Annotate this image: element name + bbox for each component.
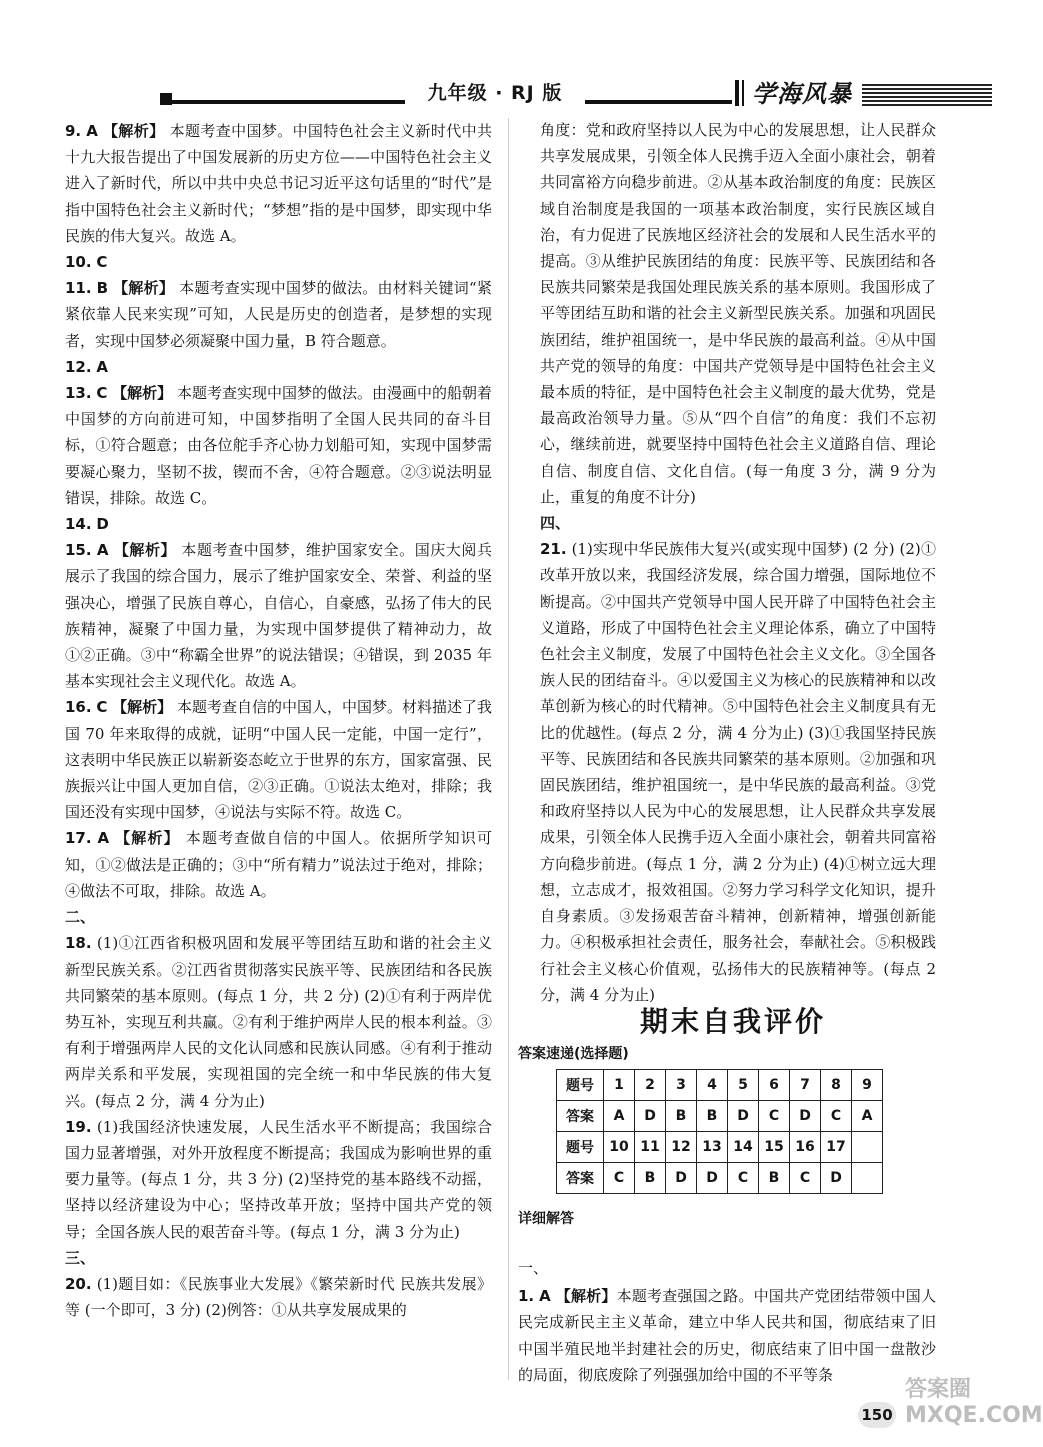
- answer-item: 18. (1)①江西省积极巩固和发展平等团结互助和谐的社会主义新型民族关系。②江西省贯彻落实民族平等、民族团结和各民族共同繁荣的基本原则。(每点 1 分，共 2 分) (2)①有利于两岸优势互补，实现互利共赢。②有利于维护两岸人民的根本利益。③有利于增强两岸人民的文化认同感和民族认同感。④有利于推动两岸关系和平发展，实现祖国的完全统一和中华民族的伟大复兴。(每点 2 分，满 4 分为止): [65, 934, 492, 1110]
- table-cell: 10: [604, 1132, 635, 1163]
- table-cell: 12: [666, 1132, 697, 1163]
- table-cell: B: [759, 1163, 790, 1194]
- answer-item: 21. (1)实现中华民族伟大复兴(或实现中国梦) (2 分) (2)①改革开放以来，我国经济发展，综合国力增强，国际地位不断提高。②中国共产党领导中国人民开辟了中国特色社会主义道路，形成了中国特色社会主义理论体系，确立了中国特色社会主义制度，发展了中国特色社会主义文化。③全国各族人民的团结奋斗。④以爱国主义为核心的民族精神和以改革创新为核心的时代精神。⑤中国特色社会主义制度具有无比的优越性。(每点 2 分，满 4 分为止) (3)①我国坚持民族平等、民族团结和各民族共同繁荣的基本原则。②加强和巩固民族团结，维护祖国统一，是中华民族的最高利益。③党和政府坚持以人民为中心的发展思想，让人民群众共享发展成果，引领全体人民携手迈入全面小康社会，朝着共同富裕方向稳步前进。(每点 1 分，满 2 分为止) (4)①树立远大理想，立志成才，报效祖国。②努力学习科学文化知识，提升自身素质。③发扬艰苦奋斗精神，创新精神，增强创新能力。④积极承担社会责任，服务社会，奉献社会。⑤积极践行社会主义核心价值观，弘扬伟大的民族精神等。(每点 2 分，满 4 分为止): [540, 540, 936, 1004]
- answer-item: 12. A: [65, 357, 108, 376]
- table-cell: 5: [728, 1070, 759, 1101]
- table-cell: 8: [821, 1070, 852, 1101]
- table-cell: 15: [759, 1132, 790, 1163]
- table-cell: 9: [852, 1070, 883, 1101]
- table-cell: B: [697, 1101, 728, 1132]
- table-cell: C: [759, 1101, 790, 1132]
- table-cell: 13: [697, 1132, 728, 1163]
- table-cell: B: [666, 1101, 697, 1132]
- answer-item: 11. B 【解析】 本题考查实现中国梦的做法。由材料关键词“紧紧依靠人民来实现”可知，人民是历史的创造者，是梦想的实现者，实现中国梦必须凝聚中国力量，B 符合题意。: [65, 279, 492, 350]
- table-cell: 2: [635, 1070, 666, 1101]
- header-square-mark: [160, 93, 172, 105]
- table-cell: 17: [821, 1132, 852, 1163]
- table-row: [557, 1163, 883, 1194]
- column-divider: [508, 118, 509, 1380]
- answer-item: 20. (1)题目如：《民族事业大发展》《繁荣新时代 民族共发展》等 (一个即可，3 分) (2)例答：①从共享发展成果的: [65, 1274, 492, 1320]
- table-cell: 3: [666, 1070, 697, 1101]
- answer-item: 15. A 【解析】 本题考查中国梦，维护国家安全。国庆大阅兵展示了我国的综合国力，展示了维护国家安全、荣誉、利益的坚强决心，增强了民族自尊心，自信心，自豪感，弘扬了伟大的民族精神，凝聚了中国力量，为实现中国梦提供了精神动力，故①②正确。③中“称霸全世界”的说法错误；④错误，到 2035 年基本实现社会主义现代化。故选 A。: [65, 541, 492, 691]
- table-cell: 7: [790, 1070, 821, 1101]
- table-cell: D: [728, 1101, 759, 1132]
- solution-item: 1. A 【解析】本题考查强国之路。中国共产党团结带领中国人民完成新民主主义革命，建立中华人民共和国，彻底结束了旧中国半殖民地半封建社会的历史，彻底结束了旧中国一盘散沙的局面，彻底废除了列强强加给中国的不平等条: [518, 1287, 936, 1384]
- table-cell: D: [635, 1101, 666, 1132]
- header-divider-bar-thin: [742, 80, 744, 106]
- answer-item: 9. A 【解析】 本题考查中国梦。中国特色社会主义新时代中共十九大报告提出了中国发展新的历史方位——中国特色社会主义进入了新时代，所以中共中央总书记习近平这句话里的“时代”是指中国特色社会主义新时代；“梦想”指的是中国梦，即实现中华民族的伟大复兴。故选 A。: [65, 122, 492, 245]
- table-cell: D: [821, 1163, 852, 1194]
- answer-item: 16. C 【解析】 本题考查自信的中国人，中国梦。材料描述了我国 70 年来取得的成就，证明“中国人民一定能，中国一定行”，这表明中华民族正以崭新姿态屹立于世界的东方，国家富强、民族振兴让中国人更加自信，②③正确。①说法太绝对，排除；我国还没有实现中国梦，④说法与实际不符。故选 C。: [65, 698, 492, 822]
- header-title: 九年级 · RJ 版: [405, 78, 585, 105]
- table-cell: D: [697, 1163, 728, 1194]
- answer-item: 角度：党和政府坚持以人民为中心的发展思想，让人民群众共享发展成果，引领全体人民携手迈入全面小康社会，朝着共同富裕方向稳步前进。②从基本政治制度的角度：民族区域自治制度是我国的一项基本政治制度，实行民族区域自治，有力促进了民族地区经济社会的发展和人民生活水平的提高。③从维护民族团结的角度：民族平等、民族团结和各民族共同繁荣是我国处理民族关系的基本原则。我国形成了平等团结互助和谐的社会主义新型民族关系。加强和巩固民族团结，维护祖国统一，是中华民族的最高利益。④从中国共产党的领导的角度：中国共产党领导是中国特色社会主义最本质的特征，是中国特色社会主义制度的最大优势，党是最高政治领导力量。⑤从“四个自信”的角度：我们不忘初心，继续前进，就要坚持中国特色社会主义道路自信、理论自信、制度自信、文化自信。(每一角度 3 分，满 9 分为止，重复的角度不计分): [540, 121, 936, 506]
- row-header: 答案: [557, 1163, 604, 1194]
- answer-item: 13. C 【解析】 本题考查实现中国梦的做法。由漫画中的船朝着中国梦的方向前进可知，中国梦指明了全国人民共同的奋斗目标，①符合题意；由各位舵手齐心协力划船可知，实现中国梦需要凝心聚力，坚韧不拔，锲而不舍，④符合题意。②③说法明显错误，排除。故选 C。: [65, 384, 492, 507]
- header-divider-bar: [735, 80, 739, 106]
- table-cell: A: [852, 1101, 883, 1132]
- header-stripes: [862, 84, 992, 106]
- table-cell: 1: [604, 1070, 635, 1101]
- section-number: 一、: [518, 1259, 549, 1277]
- table-cell: D: [790, 1101, 821, 1132]
- left-column: [65, 118, 492, 1323]
- table-cell: A: [604, 1101, 635, 1132]
- page-number: 150: [858, 1402, 896, 1428]
- table-cell: 14: [728, 1132, 759, 1163]
- answer-item: 19. (1)我国经济快速发展，人民生活水平不断提高；我国综合国力显著增强，对外开放程度不断提高；我国成为影响世界的重要力量等。(每点 1 分，共 3 分) (2)坚持党的基本路线不动摇，坚持以经济建设为中心；坚持改革开放；坚持中国共产党的领导；全国各族人民的艰苦奋斗等。(每点 1 分，满 3 分为止): [65, 1117, 492, 1241]
- table-row: [557, 1132, 883, 1163]
- table-cell: C: [821, 1101, 852, 1132]
- table-cell: B: [635, 1163, 666, 1194]
- table-cell: 6: [759, 1070, 790, 1101]
- right-column: [540, 117, 936, 1008]
- table-cell: [852, 1163, 883, 1194]
- section-title: 期末自我评价: [640, 1005, 827, 1038]
- answer-table: [556, 1069, 883, 1194]
- answer-item: 三、: [65, 1248, 96, 1267]
- table-row: [557, 1101, 883, 1132]
- table-row: [557, 1070, 883, 1101]
- answer-item: 14. D: [65, 515, 109, 534]
- table-cell: D: [666, 1163, 697, 1194]
- table-cell: C: [728, 1163, 759, 1194]
- table-cell: C: [790, 1163, 821, 1194]
- table-cell: C: [604, 1163, 635, 1194]
- brand-logo: 学海风暴: [752, 80, 852, 108]
- row-header: 题号: [557, 1132, 604, 1163]
- answer-item: 二、: [65, 908, 96, 927]
- table-cell: [852, 1132, 883, 1163]
- quick-answers-label: 答案速递(选择题): [518, 1046, 629, 1062]
- answer-item: 四、: [540, 514, 571, 533]
- table-cell: 4: [697, 1070, 728, 1101]
- answer-item: 10. C: [65, 253, 108, 272]
- row-header: 题号: [557, 1070, 604, 1101]
- detail-label: 详细解答: [518, 1211, 574, 1227]
- table-cell: 11: [635, 1132, 666, 1163]
- answer-item: 17. A 【解析】 本题考查做自信的中国人。依据所学知识可知，①②做法是正确的；③中“所有精力”说法过于绝对，排除；④做法不可取，排除。故选 A。: [65, 829, 492, 900]
- watermark: 答案圈 MXQE.COM: [905, 1377, 1043, 1428]
- table-cell: 16: [790, 1132, 821, 1163]
- row-header: 答案: [557, 1101, 604, 1132]
- detailed-solution: [518, 1255, 936, 1388]
